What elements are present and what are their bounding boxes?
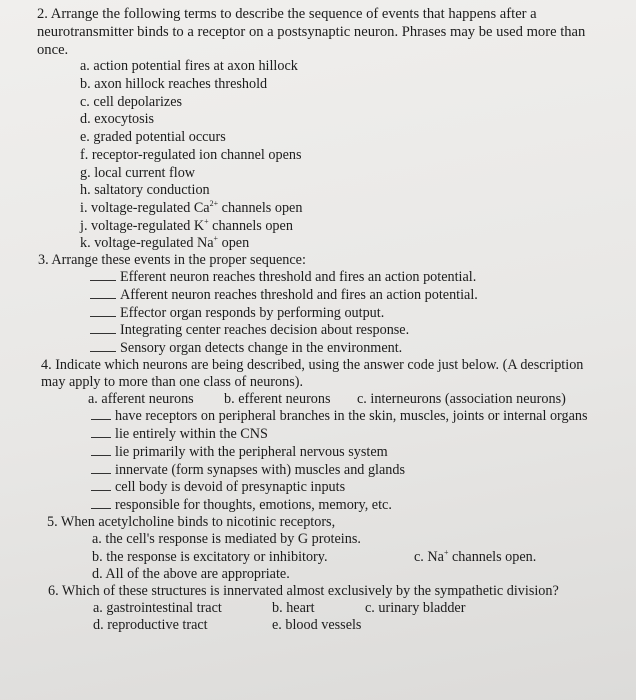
q2-item-i: i. voltage-regulated $Ca^{2+}$ channels open xyxy=(80,199,303,216)
q3-item-3: Effector organ responds by performing output. xyxy=(90,304,384,322)
answer-blank[interactable] xyxy=(90,286,116,299)
q2-item-d: d. exocytosis xyxy=(80,111,155,127)
q4-item-6: responsible for thoughts, emotions, memory, etc. xyxy=(91,496,392,514)
q3-item-2: Afferent neuron reaches threshold and fires an action potential. xyxy=(90,286,478,304)
q2-item-k: k. voltage-regulated Na+ open xyxy=(80,234,250,251)
q4-code-c: c. interneurons (association neurons) xyxy=(357,391,566,407)
q3-item-4: Integrating center reaches decision about response. xyxy=(90,321,409,339)
q2-item-g: g. local current flow xyxy=(80,165,196,181)
q2-item-e: e. graded potential occurs xyxy=(80,129,226,145)
q2-item-b: b. axon hillock reaches threshold xyxy=(80,76,268,92)
q6-option-a: a. gastrointestinal tract xyxy=(93,600,222,616)
q4-stem-line-2: may apply to more than one class of neurons). xyxy=(41,374,304,390)
answer-blank[interactable] xyxy=(91,461,111,474)
q6-option-b: b. heart xyxy=(272,600,315,616)
q2-item-c: c. cell depolarizes xyxy=(80,94,183,110)
q5-stem: 5. When acetylcholine binds to nicotinic receptors, xyxy=(47,514,336,530)
q2-stem-line-1: 2. Arrange the following terms to describe the sequence of events that happens after a xyxy=(37,6,537,22)
answer-blank[interactable] xyxy=(91,478,111,491)
q4-code-b: b. efferent neurons xyxy=(224,391,331,407)
q3-item-1: Efferent neuron reaches threshold and fires an action potential. xyxy=(90,268,476,286)
q5-option-b: b. the response is excitatory or inhibitory. xyxy=(92,549,328,565)
answer-blank[interactable] xyxy=(90,321,116,334)
q6-stem: 6. Which of these structures is innervated almost exclusively by the sympathetic division? xyxy=(48,583,559,599)
answer-blank[interactable] xyxy=(91,407,111,420)
q4-item-3: lie primarily with the peripheral nervous system xyxy=(91,443,388,461)
q5-option-a: a. the cell's response is mediated by G proteins. xyxy=(92,531,361,547)
q4-stem-line-1: 4. Indicate which neurons are being described, using the answer code just below. (A description xyxy=(41,357,584,373)
q2-stem-line-2: neurotransmitter binds to a receptor on a postsynaptic neuron. Phrases may be used more than xyxy=(37,24,586,40)
q6-option-e: e. blood vessels xyxy=(272,617,362,633)
q6-option-d: d. reproductive tract xyxy=(93,617,208,633)
q4-code-a: a. afferent neurons xyxy=(88,391,194,407)
q4-item-1: have receptors on peripheral branches in the skin, muscles, joints or internal organs xyxy=(91,407,588,425)
q2-item-h: h. saltatory conduction xyxy=(80,182,210,198)
q2-item-a: a. action potential fires at axon hillock xyxy=(80,58,298,74)
answer-blank[interactable] xyxy=(90,304,116,317)
q6-option-c: c. urinary bladder xyxy=(365,600,466,616)
answer-blank[interactable] xyxy=(90,339,116,352)
q4-item-5: cell body is devoid of presynaptic inputs xyxy=(91,478,345,496)
q3-stem: 3. Arrange these events in the proper sequence: xyxy=(38,252,306,268)
q4-item-4: innervate (form synapses with) muscles and glands xyxy=(91,461,405,479)
q2-item-j: j. voltage-regulated K+ channels open xyxy=(80,217,293,234)
q2-stem-line-3: once. xyxy=(37,42,69,58)
q2-item-f: f. receptor-regulated ion channel opens xyxy=(80,147,302,163)
q4-item-2: lie entirely within the CNS xyxy=(91,425,268,443)
q5-option-d: d. All of the above are appropriate. xyxy=(92,566,290,582)
answer-blank[interactable] xyxy=(90,268,116,281)
q5-option-c: c. Na+ channels open. xyxy=(414,548,537,565)
q3-item-5: Sensory organ detects change in the environment. xyxy=(90,339,402,357)
answer-blank[interactable] xyxy=(91,425,111,438)
answer-blank[interactable] xyxy=(91,496,111,509)
answer-blank[interactable] xyxy=(91,443,111,456)
